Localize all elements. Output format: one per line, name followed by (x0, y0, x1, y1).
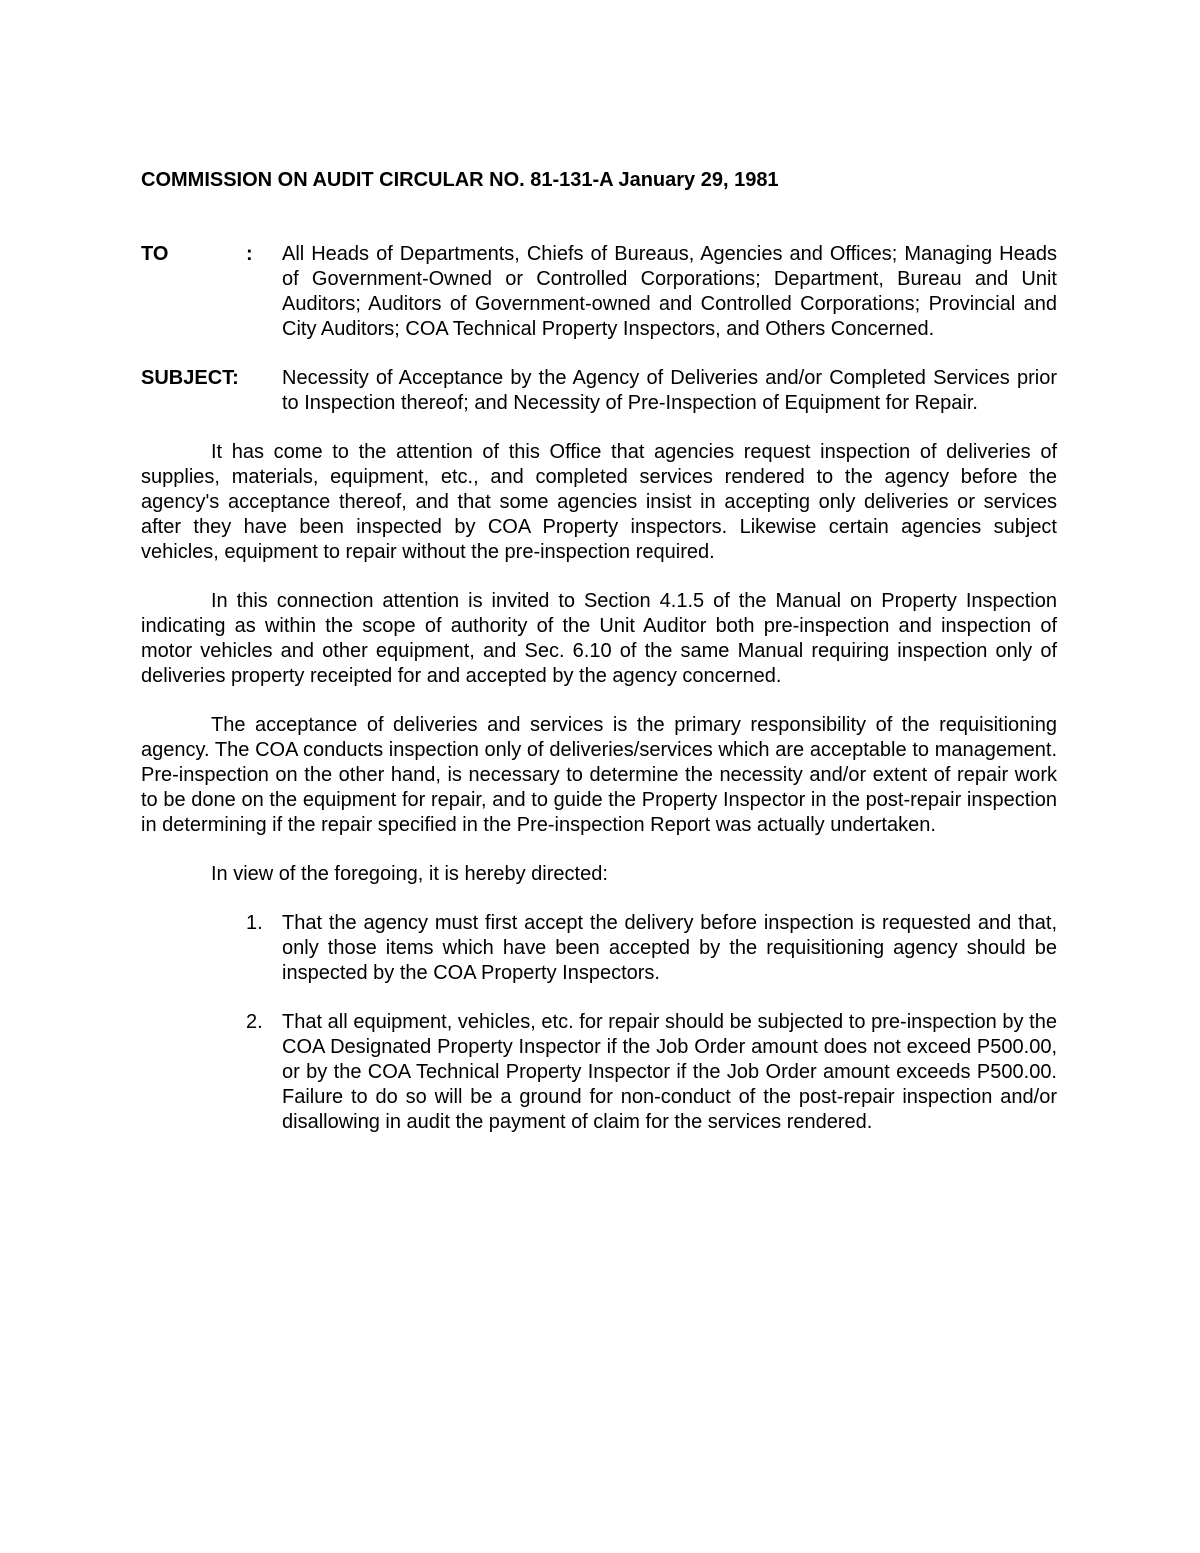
to-colon: : (246, 243, 253, 265)
to-recipients: All Heads of Departments, Chiefs of Bureaus, Agencies and Offices; Managing Heads of Government-Owned or Controlled Corporations; Department, Bureau and Unit Auditors; Auditors of Government-owned and Controlled Corporations; Provincial and City Auditors; COA Technical Property Inspectors, and Others Concerned. (282, 243, 1057, 340)
directive-text: That all equipment, vehicles, etc. for repair should be subjected to pre-inspection by the COA Designated Property Inspector if the Job Order amount does not exceed P500.00, or by the COA Technical Property Inspector if the Job Order amount exceeds P500.00. Failure to do so will be a ground for non-conduct of the post-repair inspection and/or disallowing in audit the payment of claim for the services rendered. (282, 1011, 1057, 1133)
paragraph-acceptance: The acceptance of deliveries and services is the primary responsibility of the requisitioning agency. The COA conducts inspection only of deliveries/services which are acceptable to management. Pre-inspection on the other hand, is necessary to determine the necessity and/or extent of repair work to be done on the equipment for repair, and to guide the Property Inspector in the post-repair inspection in determining if the repair specified in the Pre-inspection Report was actually undertaken. (141, 714, 1057, 836)
paragraph-manual-reference: In this connection attention is invited to Section 4.1.5 of the Manual on Property Inspection indicating as within the scope of authority of the Unit Auditor both pre-inspection and inspection of motor vehicles and other equipment, and Sec. 6.10 of the same Manual requiring inspection only of deliveries property receipted for and accepted by the agency concerned. (141, 590, 1057, 687)
subject-row (141, 366, 1057, 416)
directive-text: That the agency must first accept the delivery before inspection is requested and that, only those items which have been accepted by the requisitioning agency should be inspected by the COA Property Inspectors. (282, 912, 1057, 984)
directive-number: 2. (246, 1011, 263, 1033)
subject-label: SUBJECT: (141, 367, 239, 389)
to-label: TO (141, 243, 169, 265)
to-row (141, 242, 1057, 342)
paragraph-directive-intro: In view of the foregoing, it is hereby directed: (211, 863, 608, 885)
subject-text: Necessity of Acceptance by the Agency of Deliveries and/or Completed Services prior to Inspection thereof; and Necessity of Pre-Inspection of Equipment for Repair. (282, 367, 1057, 414)
paragraph-attention: It has come to the attention of this Office that agencies request inspection of deliveries of supplies, materials, equipment, etc., and completed services rendered to the agency before the agency's acceptance thereof, and that some agencies insist in accepting only deliveries or services after they have been inspected by COA Property inspectors. Likewise certain agencies subject vehicles, equipment to repair without the pre-inspection required. (141, 441, 1057, 563)
directive-item (141, 1010, 1057, 1135)
directive-number: 1. (246, 912, 263, 934)
directive-item (141, 911, 1057, 986)
circular-title: COMMISSION ON AUDIT CIRCULAR NO. 81-131-A January 29, 1981 (141, 169, 779, 191)
to-label-cell (141, 242, 282, 267)
circular-body (141, 166, 1057, 1159)
